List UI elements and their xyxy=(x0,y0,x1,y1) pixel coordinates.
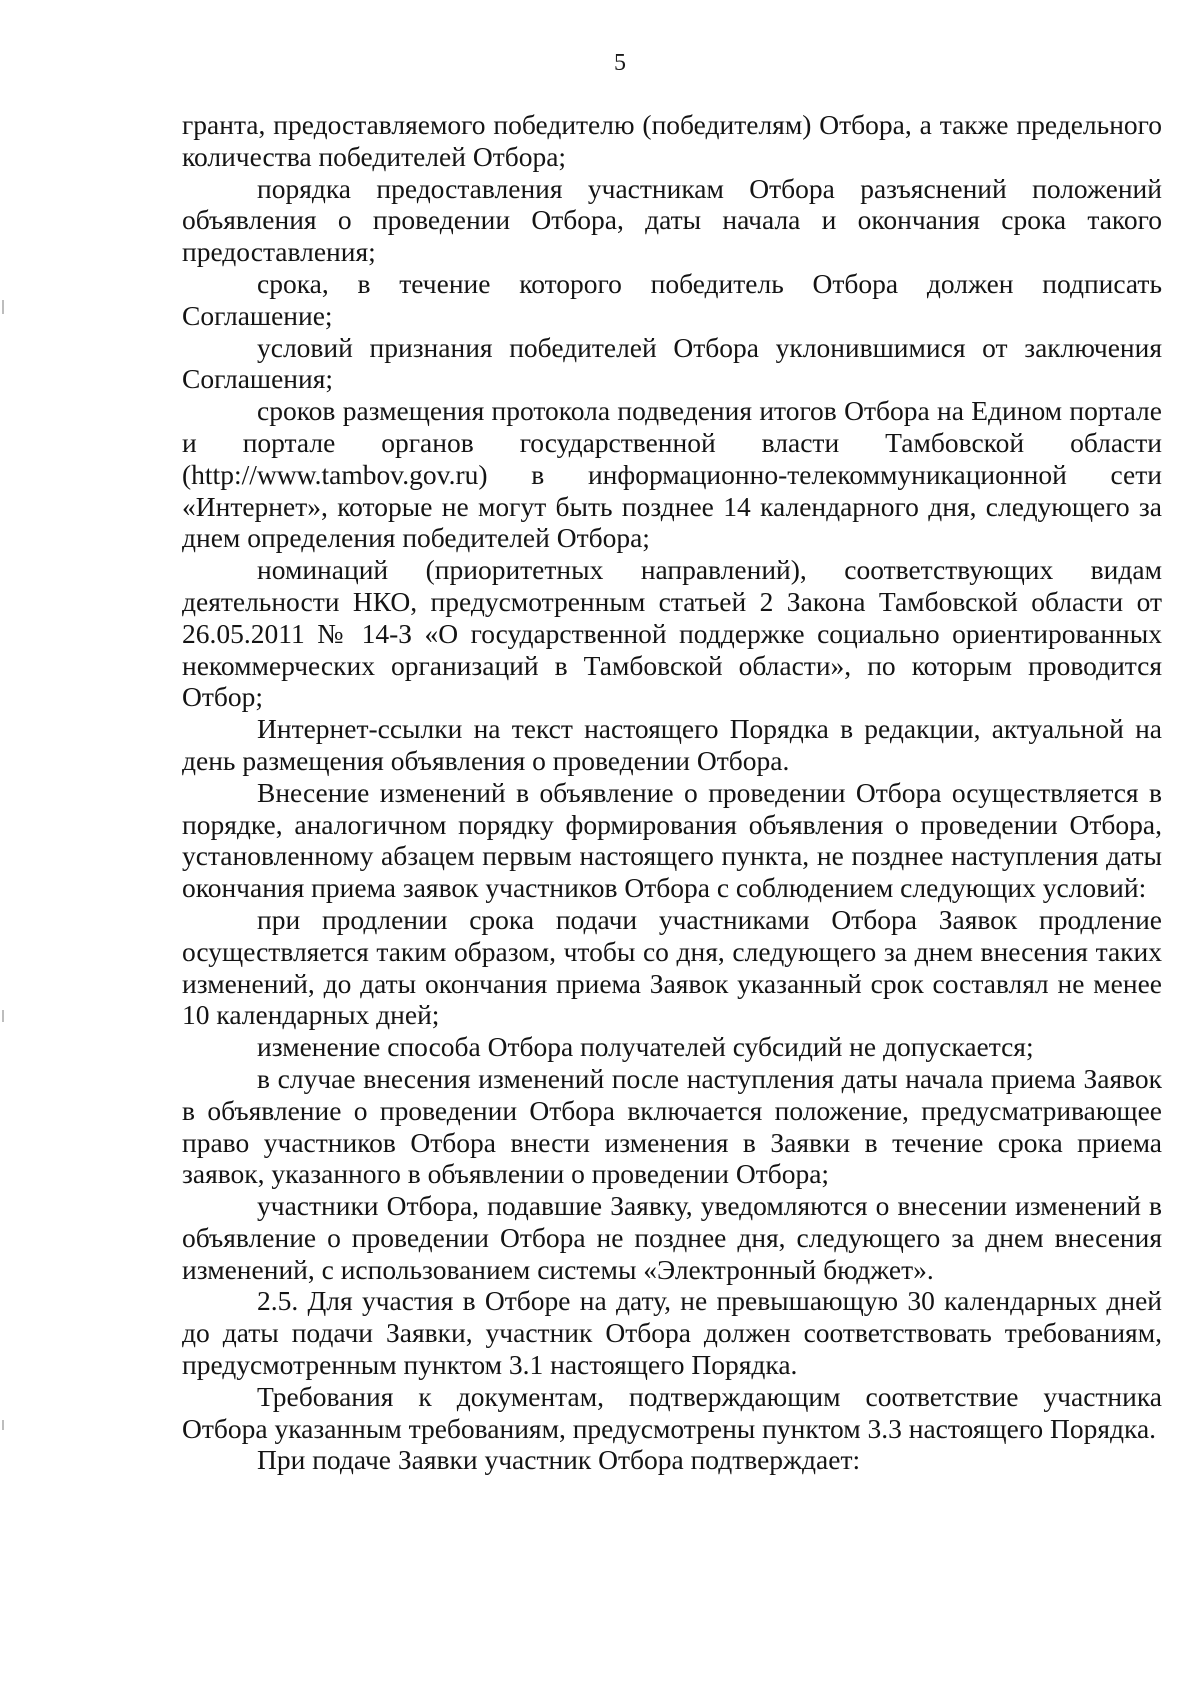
paragraph: При подаче Заявки участник Отбора подтверждает: xyxy=(257,1444,861,1476)
paragraph: условий признания победителей Отбора уклонившимися от заключения Соглашения; xyxy=(182,331,1162,395)
paragraph: гранта, предоставляемого победителю (победителям) Отбора, а также предельного количества победителей Отбора; xyxy=(182,109,1162,172)
paragraph: изменение способа Отбора получателей субсидий не допускается; xyxy=(257,1031,1034,1063)
paragraph: Интернет-ссылки на текст настоящего Порядка в редакции, актуальной на день размещения объявления о проведении Отбора. xyxy=(182,713,1162,776)
paragraph: 2.5. Для участия в Отборе на дату, не превышающую 30 календарных дней до даты подачи Заявки, участник Отбора должен соответствовать требованиям, предусмотренным пунктом 3.1 настоящего Порядка. xyxy=(182,1285,1162,1381)
paragraph: порядка предоставления участникам Отбора разъяснений положений объявления о проведении Отбора, даты начала и окончания срока такого предоставления; xyxy=(182,172,1162,268)
paragraph: номинаций (приоритетных направлений), соответствующих видам деятельности НКО, предусмотренным статьей 2 Закона Тамбовской области от 26.05.2011 № 14-З «О государственной поддержке социально ориентированных некоммерческих организаций в Тамбовской области», по которым проводится Отбор; xyxy=(182,554,1162,713)
paragraph: участники Отбора, подавшие Заявку, уведомляются о внесении изменений в объявление о проведении Отбора не позднее дня, следующего за днем внесения изменений, с использованием системы «Электронный бюджет». xyxy=(182,1190,1162,1285)
paragraph: при продлении срока подачи участниками Отбора Заявок продление осуществляется таким образом, чтобы со дня, следующего за днем внесения таких изменений, до даты окончания приема Заявок указанный срок составлял не менее 10 календарных дней; xyxy=(182,903,1162,1031)
page-number: 5 xyxy=(614,50,626,76)
scan-margin-mark xyxy=(2,1010,4,1022)
paragraph: Внесение изменений в объявление о проведении Отбора осуществляется в порядке, аналогичном порядку формирования объявления о проведении Отбора, установленному абзацем первым настоящего пункта, не позднее наступления даты окончания приема заявок участников Отбора с соблюдением следующих условий: xyxy=(182,776,1162,904)
paragraph: сроков размещения протокола подведения итогов Отбора на Едином портале и портале органов государственной власти Тамбовской области (http://www.tambov.gov.ru) в информационно-телекоммуникационной сети «Интернет», которые не могут быть позднее 14 календарного дня, следующего за днем определения победителей Отбора; xyxy=(182,395,1162,554)
paragraph: в случае внесения изменений после наступления даты начала приема Заявок в объявление о проведении Отбора включается положение, предусматривающее право участников Отбора внести изменения в Заявки в течение срока приема заявок, указанного в объявлении о проведении Отбора; xyxy=(182,1062,1162,1190)
paragraph: Требования к документам, подтверждающим соответствие участника Отбора указанным требованиям, предусмотрены пунктом 3.3 настоящего Порядка. xyxy=(182,1380,1162,1444)
scan-margin-mark xyxy=(2,1420,4,1430)
scan-margin-mark xyxy=(2,300,4,314)
body-text xyxy=(182,109,1162,1476)
paragraph: срока, в течение которого победитель Отбора должен подписать Соглашение; xyxy=(182,267,1162,331)
